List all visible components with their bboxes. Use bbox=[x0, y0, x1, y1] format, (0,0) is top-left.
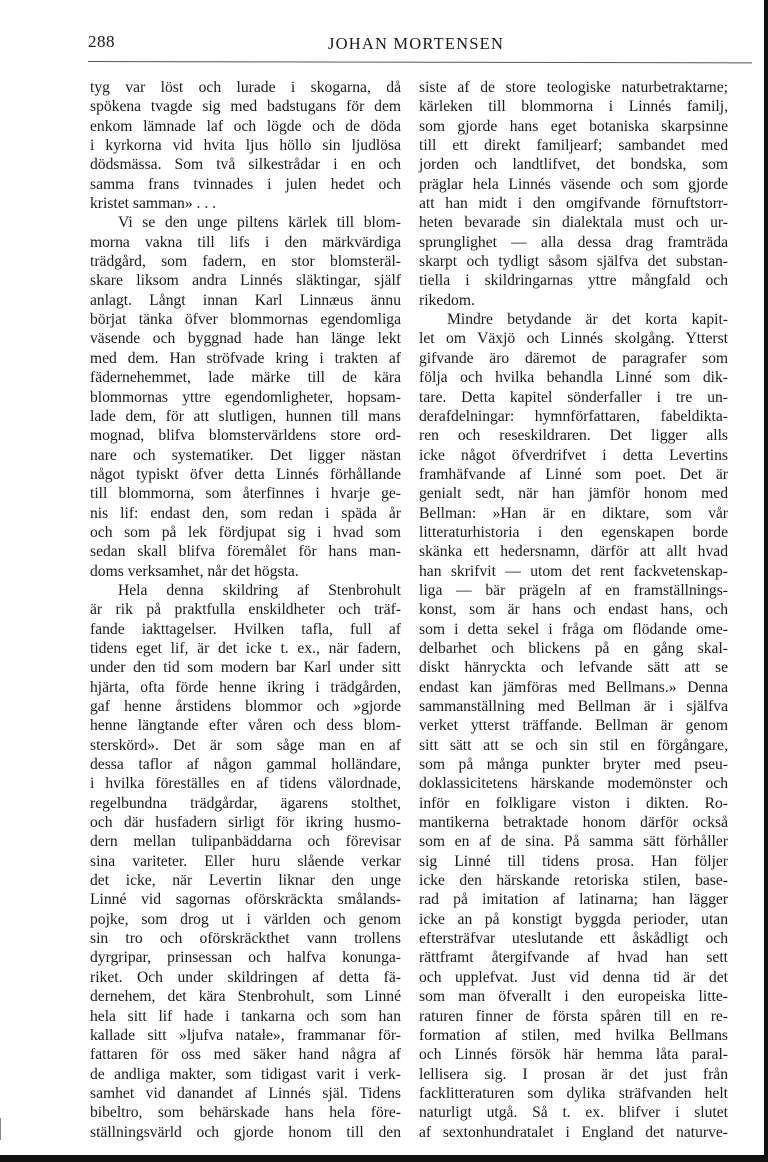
text-line: fattaren för oss med säker hand några af bbox=[90, 1046, 401, 1064]
text-line: jorden och landtlifvet, det bondska, som bbox=[419, 156, 728, 174]
text-line: fande iakttagelser. Hvilken tafla, full af bbox=[90, 620, 401, 638]
text-line: dyrgripar, prinsessan och halfva konunga- bbox=[90, 949, 401, 967]
text-line: endast kan jämföras med Bellmans.» Denna bbox=[419, 678, 728, 696]
text-line: konst, som är hans och endast hans, och bbox=[419, 601, 728, 619]
text-line: pojke, som drog ut i världen och genom bbox=[90, 910, 401, 928]
text-line: henne längtande efter våren och dess blom- bbox=[90, 717, 401, 735]
text-line: som gjorde hans eget botaniska skarpsinne bbox=[419, 117, 728, 135]
text-line: inför en folkligare viston i dikten. Ro- bbox=[419, 794, 728, 812]
text-line: dernehem, det kära Stenbrohult, som Linné bbox=[90, 988, 401, 1006]
text-line: lade dem, för att slutligen, hunnen till mans bbox=[90, 407, 401, 425]
text-line: facklitteraturen som dylika sträfvanden helt bbox=[419, 1084, 728, 1102]
text-line: liga — bär prägeln af en framställnings- bbox=[419, 581, 728, 599]
text-line: af sextonhundratalet i England det naturve- bbox=[419, 1123, 728, 1141]
text-line: tare. Detta kapitel sönderfaller i tre un- bbox=[419, 388, 728, 406]
text-line: och där husfadern sirligt för ikring husmo- bbox=[90, 814, 401, 832]
text-line: bibeltro, som behärskade hans hela före- bbox=[90, 1104, 401, 1122]
text-line: sitt sätt att se och sin stil en förgångare, bbox=[419, 736, 728, 754]
text-line: doms verksamhet, når det högsta. bbox=[90, 562, 299, 580]
text-line: enkom lämnade laf och lögde och de döda bbox=[90, 117, 401, 135]
text-line: framhäfvande af Linné som poet. Det är bbox=[419, 465, 728, 483]
text-column-left bbox=[90, 78, 401, 1142]
text-line: det icke, när Levertin liknar den unge bbox=[90, 872, 401, 890]
text-line: delbarhet och blickens på en gång skal- bbox=[419, 639, 728, 657]
text-line: mantikerna betraktade honom därför också bbox=[419, 814, 728, 832]
text-line: dödsmässa. Som två silkestrådar i en och bbox=[90, 156, 401, 174]
text-line: samhet vid danandet af Linnés själ. Tidens bbox=[90, 1084, 401, 1102]
text-column-right bbox=[419, 78, 728, 1142]
text-line: och Linnés försök här hemma låta paral- bbox=[419, 1046, 728, 1064]
text-line: verket ytterst träffande. Bellman är genom bbox=[419, 717, 728, 735]
text-line: let om Växjö och Linnés skolgång. Ytterst bbox=[419, 330, 728, 348]
text-line: icke an på konstigt byggda perioder, utan bbox=[419, 910, 728, 928]
text-line: regelbundna trädgårdar, ägarens stolthet, bbox=[90, 794, 401, 812]
text-line: under den tid som modern bar Karl under sitt bbox=[90, 659, 401, 677]
text-line: dern mellan tulipanbäddarna och förevisar bbox=[90, 833, 401, 851]
running-title: JOHAN MORTENSEN bbox=[328, 34, 505, 53]
text-line: trädgård, som fadern, en stor blomsteräl- bbox=[90, 253, 401, 271]
text-line: väsende och byggnad hade han länge lekt bbox=[90, 330, 401, 348]
text-line: som man öfverallt i den europeiska litte- bbox=[419, 988, 728, 1006]
text-line: sina variteter. Eller huru slående verkar bbox=[90, 852, 401, 870]
text-line: rättframt återgifvande af hvad han sett bbox=[419, 949, 728, 967]
text-line: raturen finner de första spåren till en re- bbox=[419, 1007, 728, 1025]
text-line: sin tro och oförskräckthet vann trollens bbox=[90, 930, 401, 948]
text-line: rad på imitation af latinarna; han lägger bbox=[419, 891, 728, 909]
text-line: till blommorna, som återfinnes i hvarje ge- bbox=[90, 485, 401, 503]
text-line: och upplefvat. Just vid denna tid är det bbox=[419, 968, 728, 986]
text-line: siste af de store teologiske naturbetraktarne; bbox=[419, 79, 728, 96]
text-line: Vi se den unge piltens kärlek till blom- bbox=[118, 214, 401, 232]
text-line: genialt sedt, när han jämför honom med bbox=[419, 485, 728, 503]
text-line: nare och systematiker. Det ligger nästan bbox=[90, 446, 401, 464]
scan-edge-left bbox=[0, 1118, 1, 1140]
text-line: Hela denna skildring af Stenbrohult bbox=[118, 581, 401, 599]
text-line: gifvande äro däremot de paragrafer som bbox=[419, 349, 728, 367]
text-line: i hvilka föreställes en af tidens välordnade, bbox=[90, 775, 401, 793]
text-line: spökena tvagde sig med badstugans för dem bbox=[90, 98, 401, 116]
text-line: nis lif: endast den, som redan i späda år bbox=[90, 504, 401, 522]
text-line: sig Linné till tidens prosa. Han följer bbox=[419, 852, 728, 870]
text-line: icke den härskande retoriska stilen, base- bbox=[419, 872, 728, 890]
text-line: med dem. Han ströfvade kring i trakten af bbox=[90, 349, 401, 367]
text-line: sedan skall blifva föremålet för hans man- bbox=[90, 543, 401, 561]
text-line: mognad, blifva blomstervärldens store ord- bbox=[90, 427, 401, 445]
text-line: naturligt utgå. Så t. ex. blifver i slutet bbox=[419, 1104, 728, 1122]
text-line: ren och reseskildraren. Det ligger alls bbox=[419, 427, 728, 445]
text-line: som på många punkter bryter med pseu- bbox=[419, 756, 728, 774]
text-line: tyg var löst och lurade i skogarna, då bbox=[90, 79, 401, 96]
text-line: formation af stilen, med hvilka Bellmans bbox=[419, 1026, 728, 1044]
text-line: heten bevarade sin dialektala must och ur- bbox=[419, 214, 728, 232]
text-line: sprunglighet — alla dessa drag framträda bbox=[419, 233, 728, 251]
text-line: kärleken till blommorna i Linnés familj, bbox=[419, 98, 728, 116]
text-line: skänka ett hedersnamn, därför att allt hvad bbox=[419, 543, 728, 561]
text-line: eftersträfvar uteslutande ett åskådligt och bbox=[419, 930, 728, 948]
text-line: sammanställning med Bellman är i själfva bbox=[419, 698, 728, 715]
text-line: gaf henne årstidens blommor och »gjorde bbox=[90, 698, 401, 715]
text-line: följa och hvilka behandla Linné som dik- bbox=[419, 369, 728, 387]
text-line: skarpt och tydligt såsom själfva det substan- bbox=[419, 253, 728, 271]
text-line: anlagt. Långt innan Karl Linnæus ännu bbox=[90, 291, 401, 309]
text-line: präglar hela Linnés väsende och som gjorde bbox=[419, 175, 728, 193]
text-line: som en af de sina. På samma sätt förhåller bbox=[419, 833, 728, 851]
text-line: är rik på praktfulla enskildheter och träf- bbox=[90, 601, 401, 619]
text-line: tiella i skildringarnas yttre mångfald och bbox=[419, 272, 728, 290]
text-line: fädernehemmet, lade märke till de kära bbox=[90, 369, 401, 387]
text-line: de andliga makter, som tidigast varit i verk- bbox=[90, 1065, 401, 1083]
text-line: något typiskt öfver detta Linnés förhållande bbox=[90, 465, 401, 483]
text-line: tidens eget lif, är det icke t. ex., när fadern, bbox=[90, 639, 401, 657]
text-line: som i detta sekel i fråga om flödande ome- bbox=[419, 620, 728, 638]
text-line: hela sitt lif hade i tankarna och som han bbox=[90, 1007, 401, 1025]
text-line: dessa taflor af någon gammal holländare, bbox=[90, 756, 401, 774]
scan-edge-bottom bbox=[0, 1155, 768, 1162]
text-line: lellisera sig. I prosan är det just från bbox=[419, 1065, 728, 1083]
text-line: rikedom. bbox=[419, 291, 475, 309]
scan-edge-right bbox=[764, 0, 768, 1162]
text-line: kallade sitt »ljufva natale», frammanar för- bbox=[90, 1026, 401, 1044]
text-line: icke något öfverdrifvet i detta Levertins bbox=[419, 446, 728, 464]
text-line: Bellman: »Han är en diktare, som vår bbox=[419, 504, 728, 522]
text-line: derafdelningar: hymnförfattaren, fabeldikta- bbox=[419, 407, 728, 425]
text-line: Linné vid sagornas oförskräckta smålands- bbox=[90, 891, 401, 909]
text-line: litteraturhistoria i den egenskapen borde bbox=[419, 523, 728, 541]
text-line: ställningsvärld och gjorde honom till den bbox=[90, 1123, 401, 1141]
text-line: till ett direkt familjearf; sambandet med bbox=[419, 137, 728, 155]
text-line: doklassicitetens härskande modemönster och bbox=[419, 775, 728, 793]
text-line: morna vakna till lifs i den märkvärdiga bbox=[90, 233, 401, 251]
text-line: kristet samman» . . . bbox=[90, 195, 217, 213]
text-line: Mindre betydande är det korta kapit- bbox=[447, 311, 728, 329]
text-line: börjat tänka öfver blommornas egendomliga bbox=[90, 311, 401, 329]
text-line: samma frans tvinnades i julen hedet och bbox=[90, 175, 401, 193]
text-line: hjärta, ofta förde henne ikring i trädgården, bbox=[90, 678, 401, 696]
text-line: riket. Och under skildringen af detta fä- bbox=[90, 968, 401, 986]
text-line: i kyrkorna vid hvita ljus höllo sin ljudlösa bbox=[90, 137, 401, 155]
text-line: att han midt i den omgifvande förnuftstorr- bbox=[419, 195, 728, 213]
running-head bbox=[88, 30, 748, 60]
text-line: skare liksom andra Linnés släktingar, själf bbox=[90, 272, 401, 290]
header-rule bbox=[88, 61, 752, 63]
text-line: och som på lek fördjupat sig i hvad som bbox=[90, 523, 401, 541]
page-number: 288 bbox=[88, 32, 115, 51]
text-line: diskt hänryckta och lefvande sätt att se bbox=[419, 659, 728, 677]
text-line: blommornas yttre egendomligheter, hopsam- bbox=[90, 388, 401, 406]
text-line: sterskörd». Det är som såge man en af bbox=[90, 736, 401, 754]
text-line: han skrifvit — utom det rent fackvetenskap- bbox=[419, 562, 728, 580]
